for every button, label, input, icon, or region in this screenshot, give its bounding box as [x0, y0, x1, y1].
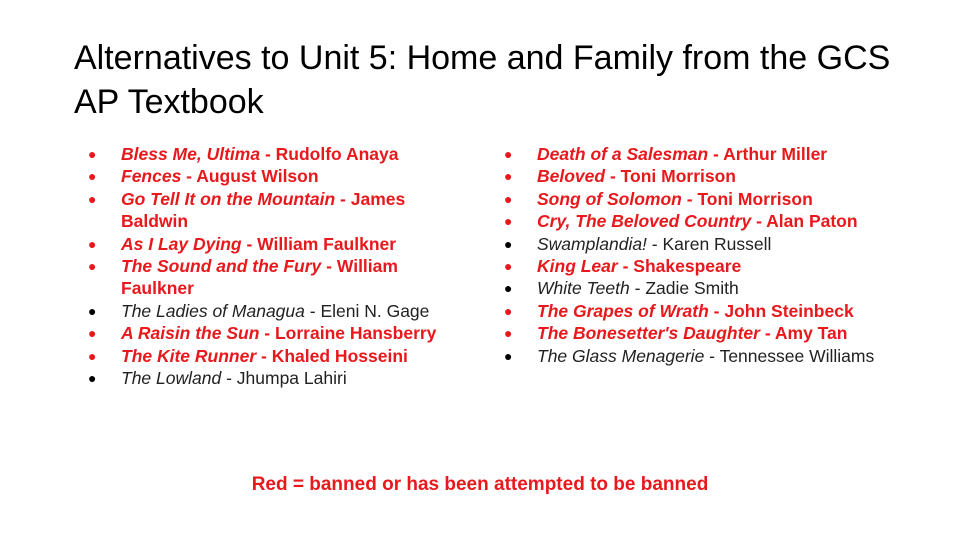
book-author: Toni Morrison [697, 188, 813, 209]
book-item [504, 188, 884, 210]
book-title: The Glass Menagerie [537, 345, 705, 366]
book-author: August Wilson [196, 166, 319, 187]
book-title: The Sound and the Fury [121, 256, 322, 277]
book-author: Amy Tan [774, 323, 848, 344]
book-author: William Faulkner [257, 233, 397, 254]
bullet-icon: ● [88, 168, 97, 185]
title-author-separator: - [751, 211, 767, 232]
book-item [504, 322, 884, 344]
book-item [88, 345, 458, 367]
book-list-right [504, 143, 884, 367]
title-author-separator: - [681, 188, 698, 209]
bullet-icon: ● [504, 146, 513, 162]
title-author-separator: - [704, 345, 720, 366]
book-title: Song of Solomon [537, 188, 682, 209]
book-author: William Faulkner [121, 256, 398, 299]
bullet-icon: ● [504, 213, 513, 230]
banned-legend: Red = banned or has been attempted to be banned [251, 474, 709, 495]
book-title: Swamplandia! [537, 233, 647, 254]
bullet-icon: ● [88, 190, 97, 207]
book-author: Tennessee Williams [719, 345, 875, 366]
bullet-icon: ● [504, 190, 513, 207]
book-item [88, 367, 458, 389]
book-author: Toni Morrison [620, 166, 736, 187]
book-item [88, 188, 458, 233]
bullet-icon: ● [88, 325, 97, 342]
bullet-icon: ● [504, 258, 513, 275]
book-item [88, 322, 458, 344]
book-item [504, 165, 884, 187]
book-author: Eleni N. Gage [320, 300, 430, 321]
book-author: Arthur Miller [723, 144, 828, 164]
title-author-separator: - [241, 233, 258, 254]
bullet-icon: ● [88, 258, 97, 275]
title-author-separator: - [646, 233, 663, 254]
book-title: King Lear [537, 256, 618, 277]
book-item [504, 143, 884, 165]
title-author-separator: - [605, 166, 621, 187]
bullet-icon: ● [88, 347, 97, 364]
book-title: White Teeth [537, 278, 630, 299]
book-item [88, 165, 458, 187]
book-item [504, 255, 884, 277]
title-author-separator: - [260, 144, 276, 164]
book-title: Death of a Salesman [537, 144, 709, 164]
title-author-separator: - [335, 188, 351, 209]
bullet-icon: ● [88, 235, 97, 252]
book-title: The Kite Runner [121, 345, 257, 366]
book-title: A Raisin the Sun [121, 323, 260, 344]
title-author-separator: - [181, 166, 197, 187]
book-title: Fences [121, 166, 182, 187]
book-title: Beloved [537, 166, 606, 187]
book-item [88, 300, 458, 322]
bullet-icon: ● [88, 146, 97, 162]
title-author-separator: - [259, 323, 275, 344]
bullet-icon: ● [504, 347, 513, 364]
book-title: The Bonesetter's Daughter [537, 323, 760, 344]
book-author: Jhumpa Lahiri [236, 368, 347, 389]
book-author: Rudolfo Anaya [275, 144, 399, 164]
bullet-icon: ● [504, 325, 513, 342]
title-author-separator: - [617, 256, 634, 277]
book-author: James Baldwin [121, 188, 406, 232]
book-title: The Grapes of Wrath [537, 300, 709, 321]
book-title: As I Lay Dying [121, 233, 242, 254]
book-title: Bless Me, Ultima [121, 144, 261, 164]
title-author-separator: - [256, 345, 272, 366]
slide-title: Alternatives to Unit 5: Home and Family from the GCS AP Textbook [74, 39, 891, 121]
book-author: Karen Russell [662, 233, 772, 254]
bullet-icon: ● [88, 370, 97, 387]
book-list-left [88, 143, 458, 389]
book-author: Zadie Smith [645, 278, 739, 299]
book-title: Cry, The Beloved Country [537, 211, 752, 232]
bullet-icon: ● [504, 280, 513, 297]
book-item [504, 233, 884, 255]
book-item [88, 143, 458, 165]
book-title: Go Tell It on the Mountain [121, 188, 336, 209]
book-title: The Ladies of Managua [121, 300, 305, 321]
book-item [504, 277, 884, 299]
bullet-icon: ● [504, 235, 513, 252]
book-title: The Lowland [121, 368, 222, 389]
title-author-separator: - [629, 278, 646, 299]
book-author: John Steinbeck [724, 300, 854, 321]
book-author: Khaled Hosseini [271, 345, 408, 366]
book-item [504, 300, 884, 322]
book-item [504, 345, 884, 367]
book-author: Lorraine Hansberry [274, 323, 437, 344]
bullet-icon: ● [504, 302, 513, 319]
title-author-separator: - [708, 144, 724, 164]
book-item [88, 255, 458, 300]
book-item [504, 210, 884, 232]
book-item [88, 233, 458, 255]
book-author: Alan Paton [766, 211, 858, 232]
bullet-icon: ● [88, 302, 97, 319]
bullet-icon: ● [504, 168, 513, 185]
title-author-separator: - [321, 256, 337, 277]
title-author-separator: - [708, 300, 725, 321]
book-author: Shakespeare [633, 256, 742, 277]
title-author-separator: - [221, 368, 237, 389]
title-author-separator: - [759, 323, 775, 344]
title-author-separator: - [304, 300, 321, 321]
